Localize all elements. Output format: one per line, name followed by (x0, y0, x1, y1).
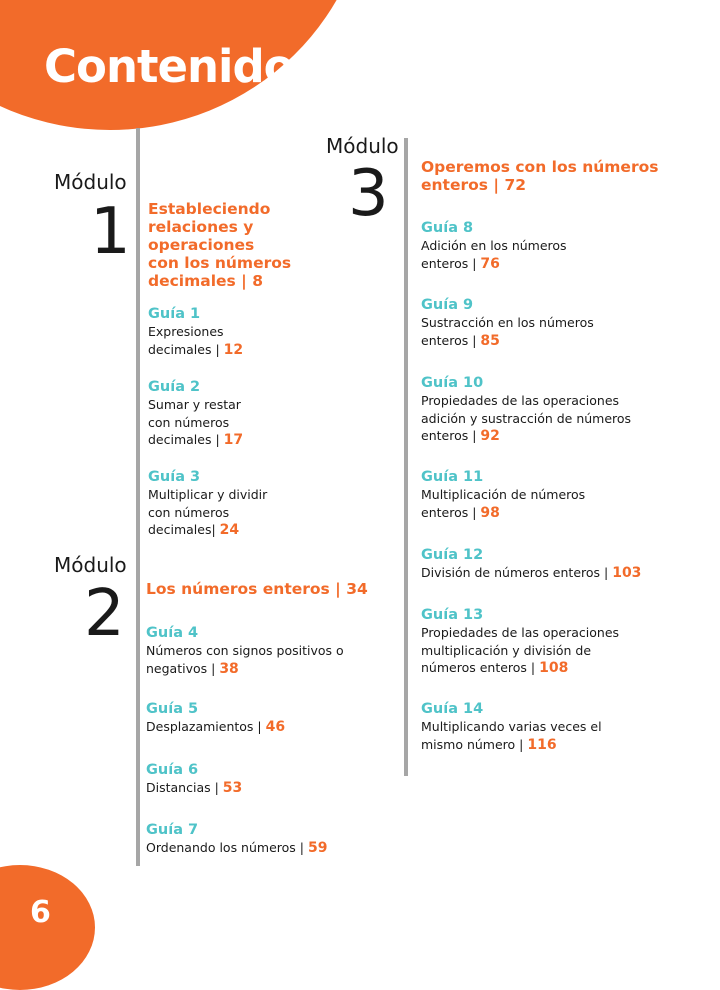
module-2-label: Módulo (54, 553, 127, 577)
guide-name: Guía 8 (421, 220, 474, 236)
guide-desc-text: enteros | (421, 504, 481, 520)
guide-entry-14[interactable] (421, 700, 671, 754)
guide-desc-line (146, 779, 396, 798)
guide-entry-5[interactable] (146, 700, 396, 737)
guide-name: Guía 14 (421, 701, 484, 717)
guide-desc-line (148, 521, 398, 540)
guide-entry-7[interactable] (146, 821, 396, 858)
guide-desc-line: multiplicación y división de (421, 642, 592, 658)
guide-desc-line (421, 255, 671, 274)
guide-name: Guía 7 (146, 822, 199, 838)
guide-desc-line: Números con signos positivos o (146, 643, 344, 658)
guide-name: Guía 1 (148, 306, 201, 322)
guide-page-number: 53 (222, 780, 243, 796)
guide-page-number: 116 (527, 736, 557, 753)
guide-desc-line (421, 332, 671, 351)
guide-description (421, 392, 671, 446)
guide-description (421, 624, 671, 678)
guide-desc-text: decimales | (148, 432, 224, 447)
guide-desc-text: enteros | (421, 332, 481, 348)
guide-desc-text: mismo número | (421, 736, 528, 752)
guide-page-number: 92 (480, 428, 500, 444)
guide-description (146, 839, 396, 858)
module-1-title-line: decimales | 8 (148, 272, 264, 290)
guide-desc-text: Distancias | (146, 780, 223, 795)
guide-desc-line (146, 718, 396, 737)
guide-name: Guía 9 (421, 297, 474, 313)
guide-name: Guía 4 (146, 625, 199, 641)
guide-desc-line (421, 736, 671, 755)
guide-desc-line: Adición en los números (421, 238, 567, 253)
guide-page-number: 103 (612, 565, 642, 581)
guide-desc-text: Desplazamientos | (146, 719, 266, 734)
guide-desc-text: enteros | (421, 255, 481, 271)
guide-desc-line: Expresiones (148, 324, 224, 339)
guide-desc-line (148, 341, 398, 360)
guide-description (421, 486, 671, 522)
guide-desc-line (421, 564, 671, 583)
module-1-label: Módulo (54, 170, 127, 194)
guide-desc-text: decimales | (148, 341, 224, 357)
guide-desc-line (146, 839, 396, 858)
guide-entry-8[interactable] (421, 219, 671, 273)
guide-desc-line: Sustracción en los números (421, 315, 594, 330)
guide-entry-2[interactable] (148, 378, 398, 450)
guide-desc-text: Ordenando los números | (146, 840, 308, 855)
guide-description (146, 779, 396, 798)
guide-desc-line: Multiplicar y dividir (148, 487, 268, 502)
guide-page-number: 24 (219, 522, 240, 538)
guide-entry-4[interactable] (146, 624, 396, 678)
guide-name: Guía 3 (148, 469, 201, 485)
guide-desc-text: negativos | (146, 660, 220, 676)
guide-page-number: 85 (480, 332, 500, 349)
guide-desc-text: números enteros | (421, 660, 540, 675)
guide-entry-3[interactable] (148, 468, 398, 540)
module-1-title-line: con los números (148, 254, 292, 272)
guide-desc-line (421, 504, 671, 523)
guide-page-number: 17 (223, 432, 244, 448)
guide-desc-line (421, 659, 671, 678)
guide-page-number: 108 (539, 660, 569, 676)
guide-name: Guía 10 (421, 375, 484, 391)
guide-description (148, 323, 398, 359)
guide-desc-line: con números (148, 504, 230, 520)
guide-description (421, 564, 671, 583)
module-3-number: 3 (348, 157, 389, 231)
guide-desc-line: Propiedades de las operaciones (421, 393, 620, 408)
module-3-title-line: enteros | 72 (421, 176, 527, 194)
module-2-number: 2 (84, 577, 125, 651)
guide-name: Guía 5 (146, 701, 199, 717)
guide-desc-line: Propiedades de las operaciones (421, 625, 620, 640)
guide-page-number: 98 (480, 504, 500, 521)
guide-entry-10[interactable] (421, 374, 671, 446)
column-divider-left (136, 128, 140, 866)
module-3-label: Módulo (326, 134, 399, 158)
guide-name: Guía 13 (421, 607, 484, 623)
guide-desc-line (146, 660, 396, 679)
guide-description (148, 486, 398, 540)
guide-entry-1[interactable] (148, 305, 398, 359)
guide-entry-11[interactable] (421, 468, 671, 522)
guide-description (148, 396, 398, 450)
guide-desc-text: enteros | (421, 428, 481, 443)
guide-name: Guía 11 (421, 469, 484, 485)
guide-entry-9[interactable] (421, 296, 671, 350)
guide-description (421, 237, 671, 273)
guide-page-number: 38 (219, 660, 239, 677)
module-1-number: 1 (90, 195, 131, 269)
module-1-title-line: Estableciendo (148, 200, 271, 218)
page-title: Contenido (44, 40, 294, 93)
page-number: 6 (30, 895, 51, 930)
guide-page-number: 59 (307, 840, 328, 856)
guide-entry-12[interactable] (421, 546, 671, 583)
guide-description (146, 642, 396, 678)
guide-desc-line: adición y sustracción de números (421, 410, 632, 426)
guide-desc-text: decimales| (148, 522, 220, 537)
guide-page-number: 46 (265, 719, 286, 735)
guide-description (146, 718, 396, 737)
module-2-title-line: Los números enteros | 34 (146, 580, 368, 598)
guide-desc-line: Multiplicación de números (421, 487, 586, 502)
guide-desc-line: Sumar y restar (148, 397, 241, 412)
guide-desc-line (148, 431, 398, 450)
module-2-title (146, 580, 396, 598)
guide-name: Guía 6 (146, 762, 199, 778)
guide-desc-line (421, 427, 671, 446)
guide-name: Guía 12 (421, 547, 484, 563)
guide-description (421, 718, 671, 754)
guide-desc-text: División de números enteros | (421, 565, 613, 580)
guide-page-number: 76 (480, 255, 500, 272)
module-1-title-line: operaciones (148, 236, 255, 254)
guide-desc-line: con números (148, 414, 230, 430)
module-1-title-line: relaciones y (148, 218, 254, 236)
column-divider-right (404, 138, 408, 776)
guide-entry-13[interactable] (421, 606, 671, 678)
module-3-title (421, 158, 691, 194)
guide-entry-6[interactable] (146, 761, 396, 798)
guide-page-number: 12 (223, 341, 244, 358)
guide-desc-line: Multiplicando varias veces el (421, 719, 602, 734)
guide-name: Guía 2 (148, 379, 201, 395)
module-3-title-line: Operemos con los números (421, 158, 659, 176)
guide-description (421, 314, 671, 350)
